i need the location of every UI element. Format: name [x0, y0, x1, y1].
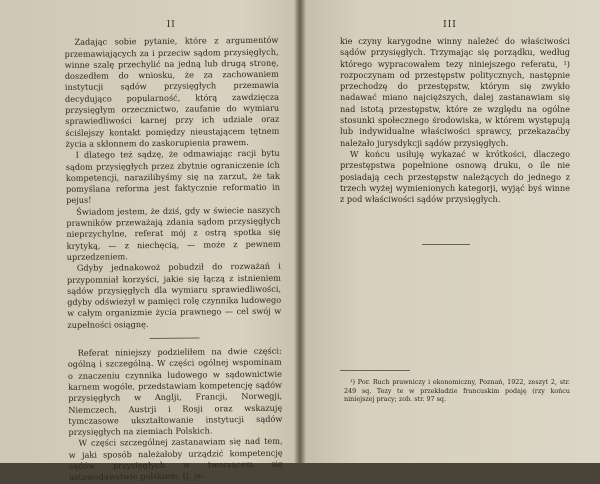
footnote: ¹) Por. Ruch prawniczy i ekonomiczny, Poznań, 1922, zeszyt 2, str. 249 sq. Tezy te w przekładzie francuskim podaję (rzy końcu niniejszej pracy; zob. str. 97 sq.: [344, 378, 570, 404]
paragraph: I dlatego też sądzę, że odmawiając racji bytu sądom przysięgłych przez zbytnie ograniczenie ich kompetencji, narazilibyśmy się na zarzut, że tak pomyślana reforma jest faktycznie reformatio in pejus!: [65, 147, 281, 206]
page-number: III: [443, 20, 457, 30]
section-divider: [150, 338, 200, 340]
footnote-rule: [340, 370, 410, 371]
paragraph: Świadom jestem, że dziś, gdy w świecie naszych prawników przeważają zdania sądom przysięgłych nieprzychylne, referat mój z ostrą spotka się krytyką, — z niechęcią, — może z pewnem uprzedzeniem.: [66, 204, 281, 262]
paragraph: W końcu usiłuję wykazać w krótkości, dlaczego przestępstwa popełnione osnową druku, o ile nie posiadają cech przestępstw należących do jednego z trzech wyżej wymienionych kategorji, wyjąć byś winne z pod właściwości sądów przysięgłych.: [340, 148, 570, 205]
paragraph: Gdyby jednakowoż pobudził do rozważań i przypomniał korzyści, jakie się łączą z istnieniem sądów przysięgłych dla wymiaru sprawiedliwości, gdyby odświeżył w pamięci rolę czynnika ludowego w całym organizmie życia prawnego — cel swój w zupełności osiągnę.: [66, 260, 282, 330]
paragraph: W części szczególnej zastanawiam się nad tem, w jaki sposób należałoby urządzić kompetencję sądów przysięgłych w tworzącem się ustawodawstwie polskiem, tj. ja-: [68, 436, 283, 483]
right-page: [300, 0, 600, 463]
paragraph: kie czyny karygodne winny należeć do właściwości sądów przysięgłych. Trzymając się porządku, według którego wypracowałem tezy niniejszego referatu, ¹) rozpoczynam od przestępstw politycznych, następnie przechodzę do przestępstw, którym się zwykło nadawać miano najcięższych, dalej zastanawiam się nad istotą przestępstw, które ze względu na ogólne stosunki społecznego środowiska, w którem występują lub indywidualne właściwości sprawcy, przekazaćby należało jurysdykcji sądów przysięgłych.: [340, 36, 570, 148]
section-divider: [422, 244, 470, 245]
paragraph: Referat niniejszy podzieliłem na dwie części: ogólną i szczególną. W części ogólnej wspominam o znaczeniu czynnika ludowego w sądownictwie karnem wogóle, przedstawiam kompetencję sądów przysięgłych w Anglji, Francji, Norwegji, Niemczech, Austrji i Rosji oraz wskazuję tymczasowe ukształtowanie instytucji sądów przysięgłych na ziemiach Polskich.: [67, 345, 283, 437]
page-number: II: [166, 19, 176, 30]
paragraph: Zadając sobie pytanie, które z argumentów przemawiających za i przeciw sądom przysięgłych, winne szalę przechylić na jedną lub drugą stronę, doszedłem do wniosku, że za zachowaniem instytucji sądów przysięgłych przemawia decydująco popularność, którą zawdzięcza przysięgłym orzecznictwo, zaufanie do wymiaru sprawiedliwości karnej przy ich udziale oraz ściślejszy kontakt pomiędzy nieustającem tętnem życia a skłonnem do zaskorupienia prawem.: [64, 34, 280, 149]
